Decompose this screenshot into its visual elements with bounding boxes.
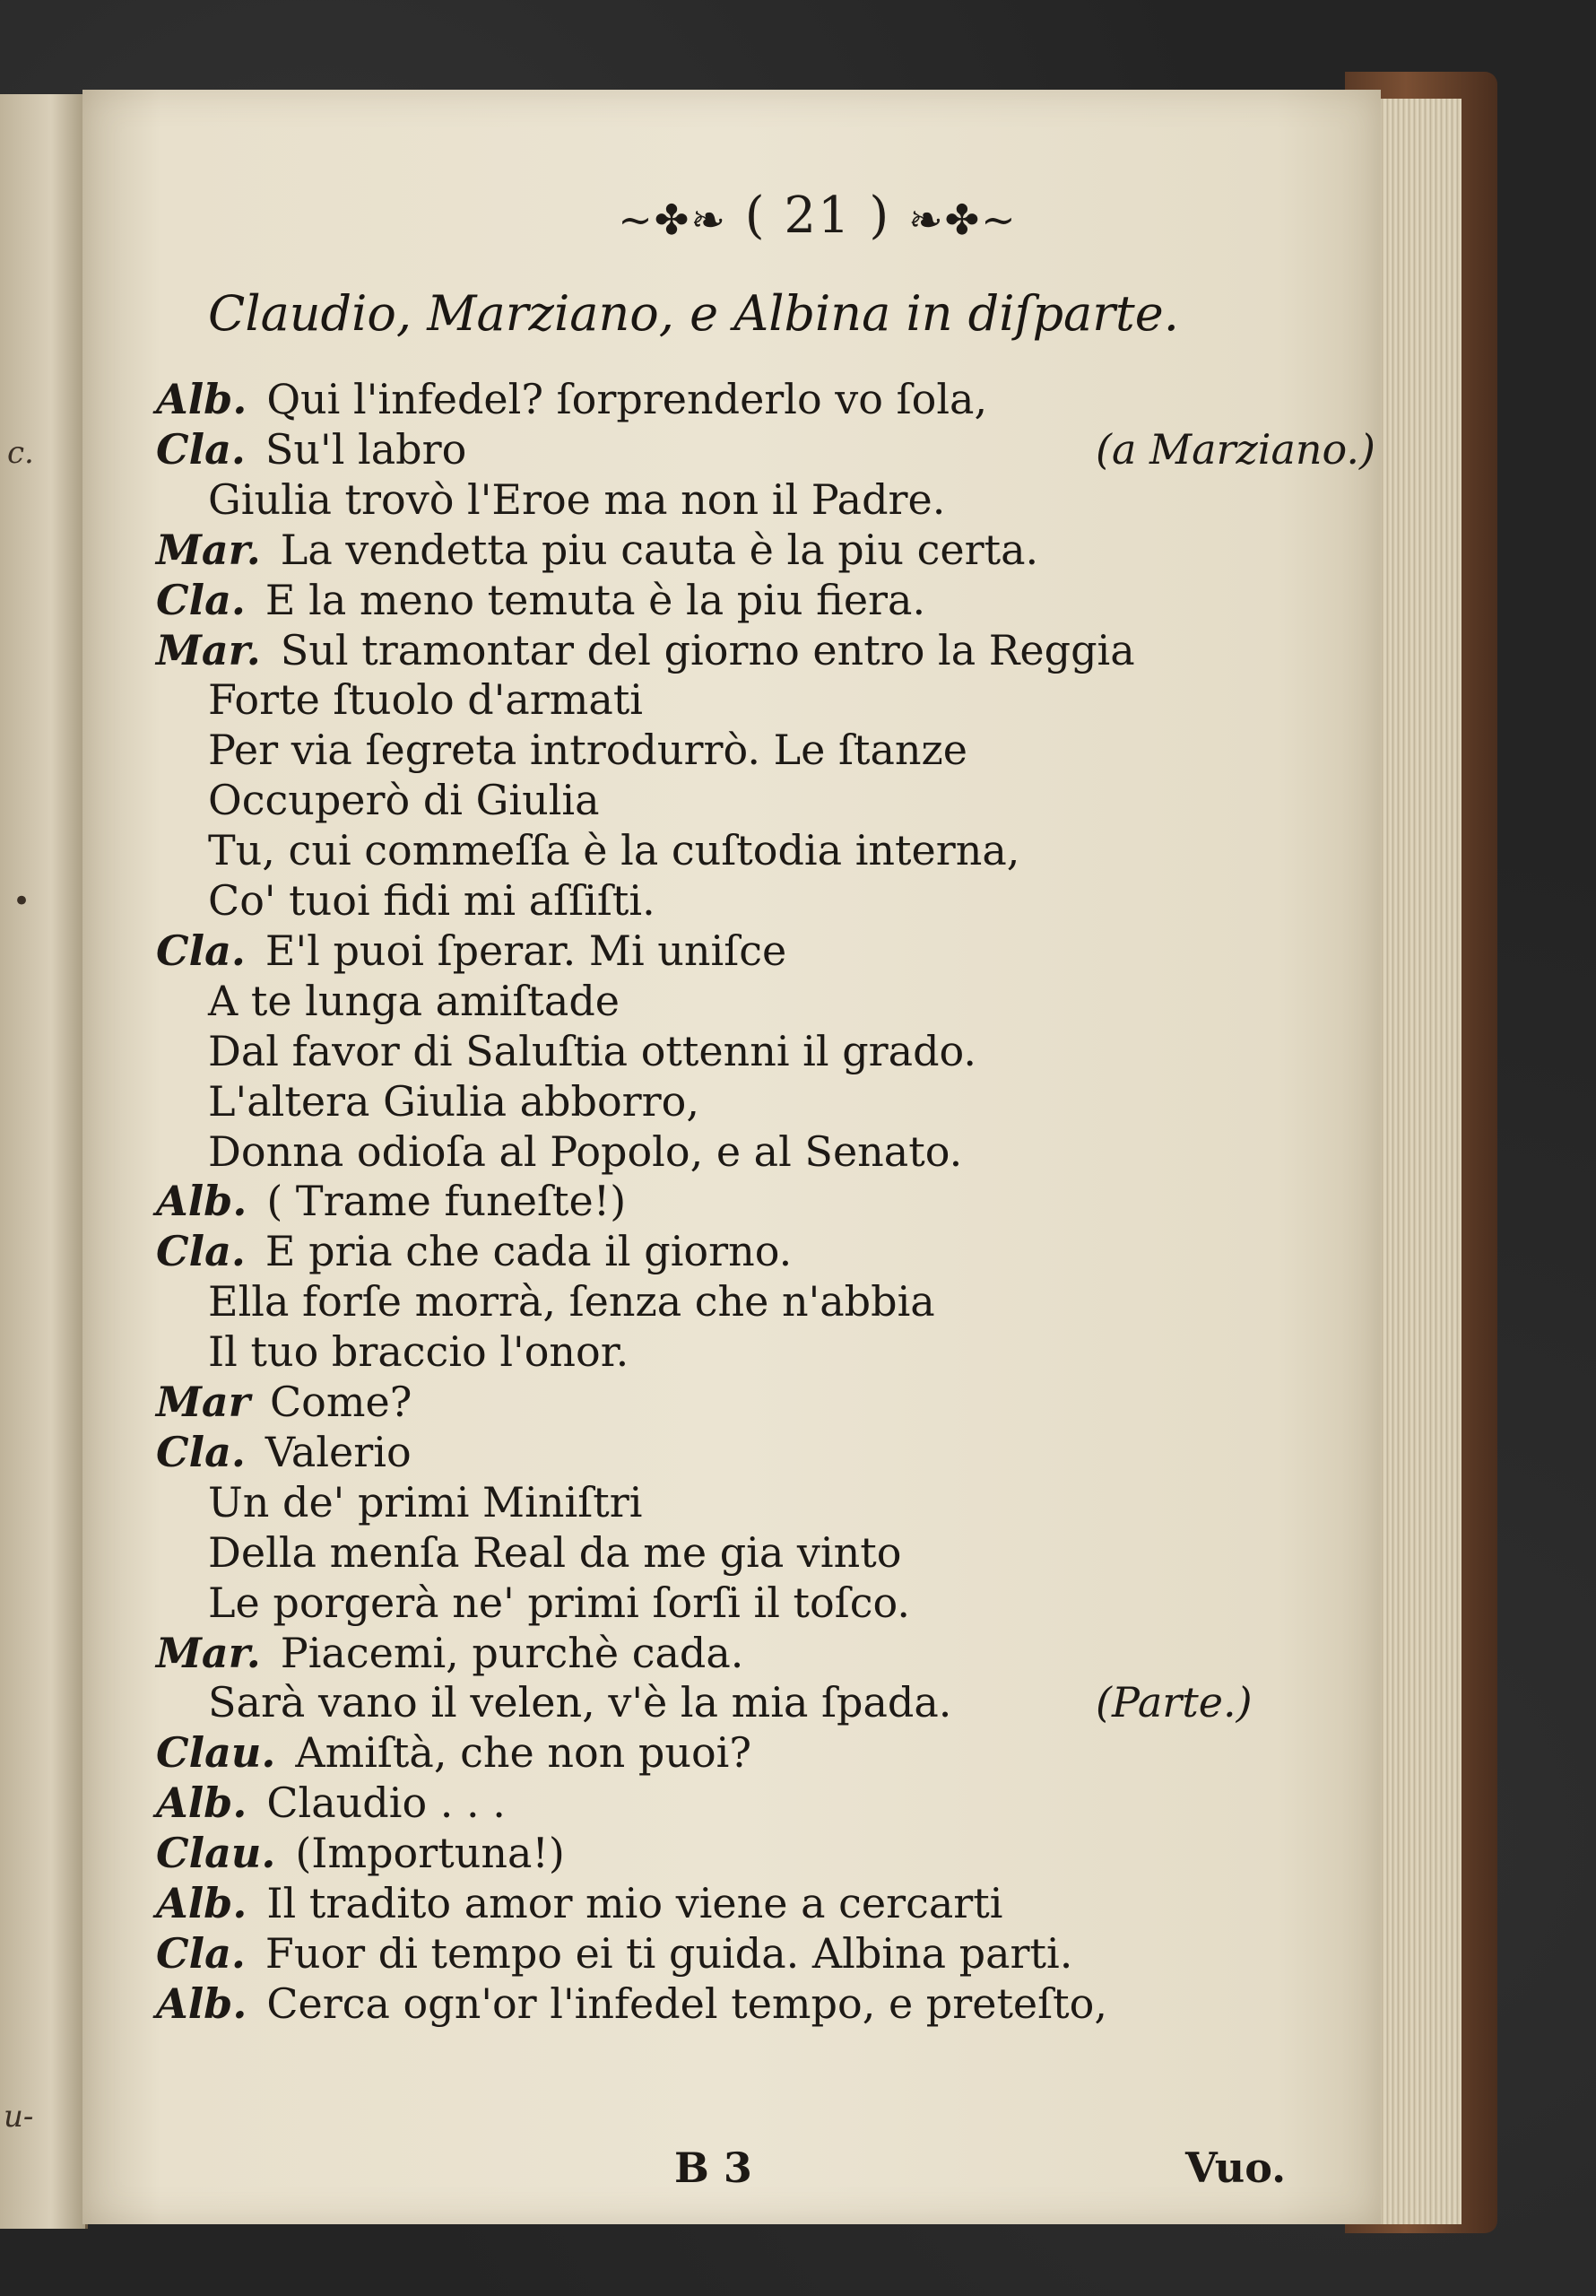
verse-line [208, 1127, 962, 1176]
verse-line [156, 1378, 412, 1426]
verse-line [208, 1578, 910, 1627]
verse-line [156, 375, 987, 423]
speaker-name: Cla. [156, 575, 246, 624]
verse-line [156, 1728, 751, 1777]
verse-text: Per via ſegreta introdurrò. Le ſtanze [208, 726, 968, 775]
verse-text: Su'l labro [265, 424, 467, 474]
speaker-name: Cla. [156, 1928, 246, 1978]
verse-line [208, 776, 600, 824]
verse-line [156, 576, 925, 624]
verse-text: Co' tuoi fidi mi aſſiſti. [208, 876, 655, 925]
catchword: Vuo. [1185, 2144, 1287, 2192]
verse-text: Forte ſtuolo d'armati [208, 675, 644, 725]
speaker-name: Cla. [156, 1427, 246, 1476]
left-page-edge [0, 94, 88, 2229]
page-number: ( 21 ) [744, 187, 891, 245]
verse-text: L'altera Giulia abborro, [208, 1076, 699, 1126]
verse-line [208, 1077, 699, 1126]
verse-text: Il tradito amor mio viene a cercarti [266, 1879, 1003, 1927]
verse-text: ( Trame funeſte!) [266, 1177, 627, 1226]
verse-line [156, 1428, 412, 1476]
verse-text: Le porgerà ne' primi ſorſi il toſco. [208, 1578, 911, 1627]
verse-line [156, 1177, 626, 1225]
verse-line [208, 977, 620, 1025]
speaker-name: Clau. [156, 1728, 276, 1778]
verse-line [156, 1779, 506, 1827]
speaker-name: Alb. [156, 1879, 247, 1927]
stage-direction: (Parte.) [1096, 1678, 1253, 1727]
verse-line [208, 675, 643, 724]
verse-text: Piacemi, purchè cada. [280, 1628, 744, 1677]
signature-mark: B 3 [674, 2144, 752, 2192]
speaker-name: Cla. [156, 424, 246, 474]
verse-line [156, 526, 1038, 574]
scene-title: Claudio, Marziano, e Albina in diſparte. [208, 285, 1179, 342]
verse-line [208, 1327, 629, 1376]
verse-line [208, 826, 1019, 874]
ornament-right-icon: ❧✤~ [908, 195, 1018, 244]
speaker-name: Mar. [156, 1628, 261, 1677]
verse-text: (Importuna!) [295, 1829, 565, 1878]
verse-text: E la meno temuta è la piu fiera. [265, 575, 926, 624]
speaker-name: Mar [156, 1378, 250, 1426]
verse-text: Valerio [265, 1427, 412, 1476]
speaker-name: Alb. [156, 375, 247, 423]
running-head [504, 187, 1132, 245]
verse-line [156, 1929, 1072, 1978]
verse-line [208, 1027, 976, 1075]
verse-line [156, 1979, 1107, 2028]
verse-text: La vendetta piu cauta è la piu certa. [280, 525, 1039, 574]
left-margin-glyph: • [13, 883, 31, 919]
book-page [82, 90, 1381, 2224]
verse-text: Ella forſe morrà, ſenza che n'abbia [208, 1277, 935, 1326]
speaker-name: Alb. [156, 1177, 247, 1226]
verse-line [156, 926, 786, 975]
verse-text: A te lunga amiſtade [208, 976, 620, 1025]
left-margin-glyph: u- [4, 2099, 34, 2135]
verse-text: Il tuo braccio l'onor. [208, 1327, 629, 1377]
verse-line [208, 1478, 642, 1526]
verse-text: Tu, cui commeſſa è la cuſtodia interna, [208, 826, 1020, 875]
stage-direction: (a Marziano.) [1096, 424, 1375, 474]
speaker-name: Alb. [156, 1779, 247, 1828]
verse-text: Come? [269, 1378, 412, 1426]
verse-text: Della menſa Real da me gia vinto [208, 1527, 902, 1577]
verse-line [156, 626, 1135, 674]
verse-text: Qui l'infedel? ſorprenderlo vo ſola, [266, 375, 988, 423]
verse-text: Amiſtà, che non puoi? [295, 1728, 752, 1778]
verse-line [156, 1829, 565, 1877]
verse-text: Cerca ogn'or l'infedel tempo, e preteſto, [266, 1979, 1107, 2028]
speaker-name: Cla. [156, 926, 246, 975]
speaker-name: Mar. [156, 625, 261, 674]
verse-text: Donna odioſa al Popolo, e al Senato. [208, 1126, 963, 1176]
left-margin-glyph: c. [7, 435, 34, 471]
verse-line [156, 1879, 1003, 1927]
verse-text: Occuperò di Giulia [208, 776, 600, 825]
verse-text: Sul tramontar del giorno entro la Reggia [280, 625, 1135, 674]
page-block-edge [1372, 99, 1462, 2224]
speaker-name: Mar. [156, 525, 261, 574]
verse-line [156, 1629, 743, 1677]
verse-text: Fuor di tempo ei ti guida. Albina parti. [265, 1928, 1073, 1978]
speaker-name: Cla. [156, 1227, 246, 1276]
verse-line [208, 1277, 935, 1326]
verse-line [208, 475, 945, 524]
verse-text: E pria che cada il giorno. [265, 1227, 793, 1276]
verse-line [208, 1528, 901, 1577]
verse-text: Dal favor di Saluſtia ottenni il grado. [208, 1026, 977, 1075]
speaker-name: Alb. [156, 1979, 247, 2028]
ornament-left-icon: ~✤❧ [618, 195, 727, 244]
verse-line [156, 425, 466, 474]
verse-line [208, 1678, 951, 1726]
verse-line [208, 876, 655, 925]
verse-text: Un de' primi Miniſtri [208, 1477, 643, 1526]
verse-text: E'l puoi ſperar. Mi uniſce [265, 926, 787, 975]
verse-line [208, 726, 967, 774]
verse-text: Sarà vano il velen, v'è la mia ſpada. [208, 1678, 952, 1727]
verse-text: Claudio . . . [266, 1779, 506, 1828]
verse-text: Giulia trovò l'Eroe ma non il Padre. [208, 474, 946, 524]
verse-line [156, 1227, 792, 1275]
speaker-name: Clau. [156, 1829, 276, 1878]
